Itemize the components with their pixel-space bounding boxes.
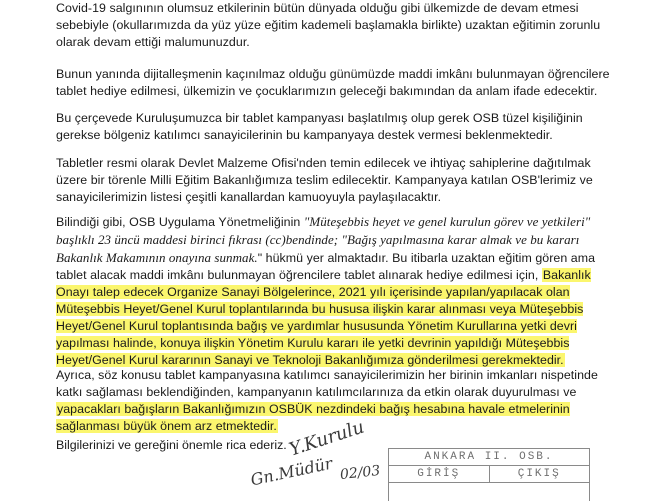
regulation-quote: "Müteşebbis heyet ve genel kurulun görev ve yetkileri" başlıklı 23 üncü maddesi birinci fıkrası (cc)bendinde; "Bağış yapılmasına karar almak ve bu kararı Bakanlık Makamının onayına sunmak. xyxy=(56,214,591,265)
donations-text: Ayrıca, söz konusu tablet kampanyasına katılımcı sanayicilerimizin her birinin imkanları nispetinde katkı sağlaması beklendiğinden, kampanyanın katılımcılarınıza da etkin olarak duyurulması ve xyxy=(56,368,598,399)
paragraph-tablets: Tabletler resmi olarak Devlet Malzeme Ofisi'nden temin edilecek ve ihtiyaç sahiplerine dağıtılmak üzere bir törenle Milli Eğitim Bakanlığımıza teslim edilecektir. Kampanyaya katılan OSB'lerimiz ve sanayicilerimizin listesi çeşitli kanallardan kamuoyuyla paylaşılacaktır. xyxy=(56,156,593,204)
regulation-highlight: Bakanlık Onayı talep edecek Organize Sanayi Bölgelerince, 2021 yılı içerisinde yapılan/yapılacak olan Müteşebbis Heyet/Genel Kurul toplantılarında bu hususa ilişkin karar alınması veya Müteşebbis Heyet/Genel Kurul toplantısında bağış ve yardımlar hususunda Yönetim Kurullarına yetki devri yapılması halinde, konuya ilişkin Yönetim Kurulu kararı ile yetki devrinin yapıldığı Müteşebbis Heyet/Genel Kurul kararının Sanayi ve Teknoloji Bakanlığımıza gönderilmesi gerekmektedir. xyxy=(56,268,591,367)
stamp-title: ANKARA II. OSB. xyxy=(389,449,589,466)
stamp-entry-label: GİRİŞ xyxy=(389,466,489,483)
handwritten-date: 02/03 xyxy=(339,462,382,484)
handwritten-signature: Y.Kurulu xyxy=(286,416,367,461)
donations-highlight: yapacakları bağışların Bakanlığımızın OSBÜK nezdindeki bağış hesabına havale etmelerinin sağlanması büyük önem arz etmektedir. xyxy=(56,402,570,433)
paragraph-covid: Covid-19 salgınının olumsuz etkilerinin bütün dünyada olduğu gibi ülkemizde de devam etmesi sebebiyle (okullarımızda da yüz yüze eğitim kademeli başlamakla birlikte) uzaktan eğitimin zorunlu olarak devam ettiği malumunuzdur. xyxy=(56,1,601,49)
stamp-header-row xyxy=(389,466,589,483)
regulation-text-1: Bilindiği gibi, OSB Uygulama Yönetmeliğinin xyxy=(56,215,304,229)
stamp-exit-label: ÇIKIŞ xyxy=(489,466,590,483)
paragraph-campaign: Bu çerçevede Kuruluşumuzca bir tablet kampanyası başlatılmış olup gerek OSB tüzel kişiliğinin gerekse bölgeniz katılımcı sanayicilerinin bu kampanyaya destek vermesi beklenmektedir. xyxy=(56,111,583,142)
paragraph-digitalization: Bunun yanında dijitalleşmenin kaçınılmaz olduğu günümüzde maddi imkânı bulunmayan öğrencilere tablet hediye edilmesi, ülkemizin ve çocuklarımızın geleceği bakımından da anlam ifade edecektir. xyxy=(56,67,610,98)
handwritten-note: Gn.Müdür xyxy=(248,453,335,490)
registry-stamp xyxy=(388,448,590,501)
regulation-text-2: " hükmü yer almaktadır. Bu itibarla uzaktan eğitim gören ama tablet alacak maddi imkânı bulunmayan öğrencilere tablet alınarak hediye edilmesi için, xyxy=(56,251,596,282)
paragraph-regulation xyxy=(56,213,616,369)
closing-line: Bilgilerinizi ve gereğini önemle rica ederiz. xyxy=(56,438,287,452)
